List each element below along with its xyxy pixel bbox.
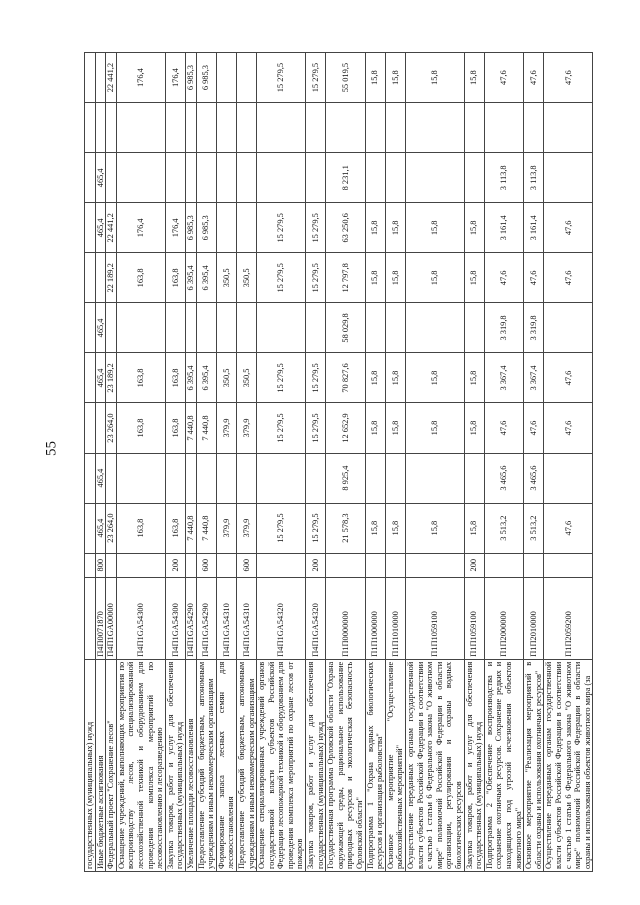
amount-cell	[385, 103, 405, 153]
amount-cell: 6 395,4	[185, 253, 196, 303]
row-expense-type: 800	[95, 553, 106, 577]
amount-cell: 15 279,5	[257, 253, 306, 303]
amount-cell: 8 231,1	[326, 153, 365, 203]
amount-cell: 8 925,4	[326, 453, 365, 503]
rotated-page	[84, 52, 592, 872]
amount-cell	[165, 303, 185, 353]
amount-cell	[165, 153, 185, 203]
table-row	[406, 53, 465, 872]
row-code: П1П2059200	[544, 577, 593, 659]
amount-cell: 465,4	[95, 453, 106, 503]
amount-cell: 15,8	[365, 53, 385, 103]
amount-cell	[85, 403, 96, 453]
amount-cell: 3 513,2	[484, 503, 523, 553]
amount-cell: 15 279,5	[306, 403, 326, 453]
row-code: П1П1059100	[406, 577, 465, 659]
amount-cell: 6 395,4	[196, 353, 216, 403]
row-description: Формирование запаса лесных семян для лесовосстановления	[216, 659, 236, 871]
amount-cell	[326, 103, 365, 153]
amount-cell	[95, 403, 106, 453]
table-row	[544, 53, 593, 872]
row-description: Оснащение специализированных учреждений органов государственной власти субъектов Российской Федерации лесопожарной техникой и оборудованием для проведения комплекса мероприятий по охране лесов от пожаров	[257, 659, 306, 871]
amount-cell: 3 367,4	[484, 353, 523, 403]
amount-cell	[306, 453, 326, 503]
row-code: П1П2010000	[524, 577, 544, 659]
row-description: Осуществление переданных органам государственной власти субъектов Российской Федерации в соответствии с частью 1 статьи 6 Федерального закона "О животном мире" полномочий Российской Федерации в области организации, регулирования и охраны водных биологических ресурсов	[406, 659, 465, 871]
amount-cell: 379,9	[236, 403, 256, 453]
amount-cell	[216, 103, 236, 153]
amount-cell: 22 441,2	[106, 53, 117, 103]
row-description: Основное мероприятие "Осуществление рыбохозяйственных мероприятий"	[385, 659, 405, 871]
amount-cell: 3 161,4	[484, 203, 523, 253]
rotated-table-container	[84, 52, 592, 872]
amount-cell: 163,8	[116, 503, 165, 553]
amount-cell	[406, 453, 465, 503]
amount-cell	[196, 453, 216, 503]
row-expense-type	[385, 553, 405, 577]
table-row	[116, 53, 165, 872]
row-expense-type	[544, 553, 593, 577]
amount-cell: 15,8	[406, 403, 465, 453]
amount-cell: 7 440,8	[196, 403, 216, 453]
row-expense-type	[106, 553, 117, 577]
page-number: 55	[43, 441, 60, 456]
amount-cell: 15,8	[365, 503, 385, 553]
amount-cell	[306, 303, 326, 353]
row-code: П4П1GA54300	[116, 577, 165, 659]
amount-cell: 176,4	[165, 203, 185, 253]
amount-cell: 163,8	[116, 353, 165, 403]
budget-table-body	[85, 53, 593, 872]
amount-cell	[106, 153, 117, 203]
row-description: государственных (муниципальных) нужд	[85, 659, 96, 871]
amount-cell: 350,5	[236, 253, 256, 303]
amount-cell: 15,8	[365, 253, 385, 303]
amount-cell: 6 395,4	[196, 253, 216, 303]
table-row	[165, 53, 185, 872]
amount-cell	[185, 453, 196, 503]
amount-cell: 47,6	[484, 53, 523, 103]
amount-cell	[85, 53, 96, 103]
amount-cell: 47,6	[544, 403, 593, 453]
amount-cell: 47,6	[544, 503, 593, 553]
amount-cell	[85, 153, 96, 203]
row-code: П4П1GA54310	[216, 577, 236, 659]
amount-cell: 15,8	[385, 53, 405, 103]
table-row	[326, 53, 365, 872]
amount-cell: 6 395,4	[185, 353, 196, 403]
amount-cell	[365, 303, 385, 353]
row-description: Государственная программа Орловской области "Охрана окружающей среды, рациональное использование природных ресурсов и экологическая безопасность Орловской области"	[326, 659, 365, 871]
budget-table	[84, 52, 593, 872]
row-expense-type	[365, 553, 385, 577]
row-description: Осуществление переданных органам государственной власти субъектов Российской Федерации в соответствии с частью 1 статьи 6 Федерального закона "О животном мире" полномочий Российской Федерации в области охраны и использования объектов животного мира (за	[544, 659, 593, 871]
amount-cell	[236, 153, 256, 203]
amount-cell: 3 319,8	[484, 303, 523, 353]
amount-cell: 176,4	[165, 53, 185, 103]
amount-cell: 47,6	[544, 353, 593, 403]
amount-cell	[216, 303, 236, 353]
amount-cell: 3 113,8	[524, 153, 544, 203]
amount-cell: 47,6	[544, 253, 593, 303]
row-expense-type	[326, 553, 365, 577]
row-expense-type	[185, 553, 196, 577]
amount-cell: 7 440,8	[185, 403, 196, 453]
amount-cell	[464, 103, 484, 153]
amount-cell	[95, 53, 106, 103]
amount-cell: 15 279,5	[257, 53, 306, 103]
table-row	[306, 53, 326, 872]
amount-cell	[106, 303, 117, 353]
row-expense-type	[85, 553, 96, 577]
amount-cell	[85, 203, 96, 253]
amount-cell	[85, 253, 96, 303]
amount-cell: 163,8	[165, 503, 185, 553]
amount-cell: 163,8	[165, 253, 185, 303]
amount-cell: 163,8	[116, 403, 165, 453]
table-row	[464, 53, 484, 872]
amount-cell: 15,8	[464, 253, 484, 303]
amount-cell	[216, 153, 236, 203]
amount-cell: 465,4	[95, 353, 106, 403]
amount-cell	[106, 453, 117, 503]
amount-cell	[236, 53, 256, 103]
amount-cell: 379,9	[216, 503, 236, 553]
amount-cell: 379,9	[216, 403, 236, 453]
amount-cell: 15 279,5	[257, 353, 306, 403]
amount-cell	[116, 153, 165, 203]
table-row	[257, 53, 306, 872]
amount-cell	[484, 103, 523, 153]
table-row	[85, 53, 96, 872]
amount-cell	[196, 153, 216, 203]
table-row	[196, 53, 216, 872]
amount-cell	[236, 103, 256, 153]
table-row	[106, 53, 117, 872]
amount-cell: 15,8	[464, 403, 484, 453]
row-code: П4П1GA00000	[106, 577, 117, 659]
row-expense-type	[257, 553, 306, 577]
row-code: П4П1GA54310	[236, 577, 256, 659]
amount-cell: 15,8	[406, 253, 465, 303]
amount-cell	[464, 153, 484, 203]
amount-cell: 21 578,3	[326, 503, 365, 553]
amount-cell: 3 513,2	[524, 503, 544, 553]
amount-cell	[236, 303, 256, 353]
amount-cell: 15,8	[406, 203, 465, 253]
row-description: Предоставление субсидий бюджетным, автономным учреждениям и иным некоммерческим организациям	[196, 659, 216, 871]
amount-cell	[95, 253, 106, 303]
row-description: Иные бюджетные ассигнования	[95, 659, 106, 871]
row-description: Оснащение учреждений, выполняющих мероприятия по воспроизводству лесов, специализированной лесохозяйственной техникой и оборудованием для проведения комплекса мероприятий по лесовосстановлению и лесоразведению	[116, 659, 165, 871]
amount-cell	[116, 453, 165, 503]
amount-cell	[464, 303, 484, 353]
amount-cell: 15,8	[385, 403, 405, 453]
amount-cell	[185, 303, 196, 353]
amount-cell: 15 279,5	[306, 353, 326, 403]
amount-cell: 15,8	[365, 353, 385, 403]
amount-cell: 15,8	[365, 203, 385, 253]
amount-cell: 15,8	[365, 403, 385, 453]
amount-cell: 15 279,5	[306, 53, 326, 103]
amount-cell	[165, 103, 185, 153]
row-description: Основное мероприятие "Реализация мероприятий в области охраны и использования охотничьих ресурсов"	[524, 659, 544, 871]
row-description: Подпрограмма 2 "Обеспечение воспроизводства и сохранение охотничьих ресурсов. Сохранение редких и находящихся под угрозой исчезновения объектов животного мира"	[484, 659, 523, 871]
amount-cell: 63 250,6	[326, 203, 365, 253]
row-code: П1П1010000	[385, 577, 405, 659]
amount-cell: 7 440,8	[196, 503, 216, 553]
amount-cell: 379,9	[236, 503, 256, 553]
amount-cell	[236, 453, 256, 503]
amount-cell	[257, 303, 306, 353]
amount-cell: 3 465,6	[524, 453, 544, 503]
amount-cell: 163,8	[165, 353, 185, 403]
amount-cell: 47,6	[484, 403, 523, 453]
amount-cell: 176,4	[116, 203, 165, 253]
table-row	[385, 53, 405, 872]
amount-cell: 3 161,4	[524, 203, 544, 253]
amount-cell: 163,8	[116, 253, 165, 303]
amount-cell: 15,8	[385, 203, 405, 253]
row-expense-type	[406, 553, 465, 577]
amount-cell: 15,8	[464, 503, 484, 553]
amount-cell	[365, 453, 385, 503]
row-code: П4П1GA54290	[185, 577, 196, 659]
row-description: Закупка товаров, работ и услуг для обеспечения государственных (муниципальных) нужд	[306, 659, 326, 871]
row-expense-type: 200	[165, 553, 185, 577]
amount-cell: 350,5	[216, 353, 236, 403]
amount-cell: 7 440,8	[185, 503, 196, 553]
amount-cell: 3 319,8	[524, 303, 544, 353]
amount-cell	[116, 303, 165, 353]
amount-cell: 47,6	[524, 253, 544, 303]
amount-cell: 47,6	[484, 253, 523, 303]
amount-cell: 465,4	[95, 503, 106, 553]
table-row	[95, 53, 106, 872]
row-expense-type	[116, 553, 165, 577]
amount-cell: 15,8	[464, 353, 484, 403]
table-row	[216, 53, 236, 872]
row-description: Федеральный проект "Сохранение лесов"	[106, 659, 117, 871]
amount-cell: 350,5	[236, 353, 256, 403]
amount-cell: 15,8	[385, 353, 405, 403]
amount-cell: 15 279,5	[257, 403, 306, 453]
amount-cell: 15 279,5	[257, 203, 306, 253]
amount-cell	[544, 303, 593, 353]
amount-cell	[257, 153, 306, 203]
row-expense-type: 200	[464, 553, 484, 577]
amount-cell	[406, 303, 465, 353]
row-description: Увеличение площади лесовосстановления	[185, 659, 196, 871]
amount-cell: 47,6	[544, 53, 593, 103]
amount-cell: 15,8	[406, 53, 465, 103]
amount-cell: 3 113,8	[484, 153, 523, 203]
amount-cell: 15 279,5	[257, 503, 306, 553]
amount-cell	[544, 453, 593, 503]
row-code: П4П1GA54290	[196, 577, 216, 659]
amount-cell	[406, 103, 465, 153]
row-code: П4П1GA54320	[257, 577, 306, 659]
amount-cell	[385, 303, 405, 353]
amount-cell	[236, 203, 256, 253]
amount-cell: 15,8	[406, 353, 465, 403]
amount-cell	[165, 453, 185, 503]
amount-cell: 6 985,3	[185, 203, 196, 253]
amount-cell: 47,6	[524, 53, 544, 103]
amount-cell	[106, 103, 117, 153]
amount-cell	[216, 53, 236, 103]
amount-cell: 15,8	[385, 503, 405, 553]
amount-cell	[306, 103, 326, 153]
amount-cell: 6 985,3	[185, 53, 196, 103]
row-description: Закупка товаров, работ и услуг для обеспечения государственных (муниципальных) нужд	[165, 659, 185, 871]
amount-cell: 23 189,2	[106, 353, 117, 403]
amount-cell: 15,8	[464, 53, 484, 103]
row-expense-type	[216, 553, 236, 577]
row-expense-type: 600	[236, 553, 256, 577]
amount-cell	[524, 103, 544, 153]
amount-cell	[365, 103, 385, 153]
row-code: П4П1GA54300	[165, 577, 185, 659]
amount-cell: 58 029,8	[326, 303, 365, 353]
row-expense-type	[484, 553, 523, 577]
row-code: П1П0000000	[326, 577, 365, 659]
table-row	[365, 53, 385, 872]
amount-cell	[85, 503, 96, 553]
amount-cell	[216, 203, 236, 253]
row-code: П4П1GA54320	[306, 577, 326, 659]
amount-cell	[196, 103, 216, 153]
amount-cell: 15,8	[464, 203, 484, 253]
amount-cell: 12 797,8	[326, 253, 365, 303]
amount-cell: 22 189,2	[106, 253, 117, 303]
amount-cell	[116, 103, 165, 153]
row-expense-type: 200	[306, 553, 326, 577]
amount-cell: 465,4	[95, 303, 106, 353]
amount-cell: 15 279,5	[306, 203, 326, 253]
amount-cell: 23 264,0	[106, 403, 117, 453]
amount-cell	[365, 153, 385, 203]
amount-cell: 22 441,2	[106, 203, 117, 253]
amount-cell: 465,4	[95, 203, 106, 253]
row-expense-type: 600	[196, 553, 216, 577]
amount-cell: 15,8	[406, 503, 465, 553]
row-description: Предоставление субсидий бюджетным, автономным учреждениям и иным некоммерческим организациям	[236, 659, 256, 871]
amount-cell	[257, 103, 306, 153]
amount-cell: 15 279,5	[306, 503, 326, 553]
amount-cell: 350,5	[216, 253, 236, 303]
amount-cell	[257, 453, 306, 503]
amount-cell: 163,8	[165, 403, 185, 453]
table-row	[236, 53, 256, 872]
amount-cell: 465,4	[95, 153, 106, 203]
table-row	[484, 53, 523, 872]
row-code: П1П1059100	[464, 577, 484, 659]
amount-cell	[185, 153, 196, 203]
amount-cell: 3 367,4	[524, 353, 544, 403]
amount-cell: 12 652,9	[326, 403, 365, 453]
amount-cell	[185, 103, 196, 153]
amount-cell: 47,6	[544, 203, 593, 253]
table-row	[185, 53, 196, 872]
amount-cell: 6 985,3	[196, 53, 216, 103]
amount-cell	[95, 103, 106, 153]
row-code	[85, 577, 96, 659]
amount-cell: 47,6	[524, 403, 544, 453]
amount-cell: 6 985,3	[196, 203, 216, 253]
amount-cell: 70 827,6	[326, 353, 365, 403]
row-code: П1П2000000	[484, 577, 523, 659]
amount-cell	[385, 153, 405, 203]
row-expense-type	[524, 553, 544, 577]
amount-cell	[85, 353, 96, 403]
row-code: П1П1000000	[365, 577, 385, 659]
amount-cell	[464, 453, 484, 503]
amount-cell	[406, 153, 465, 203]
amount-cell	[544, 153, 593, 203]
amount-cell: 55 019,5	[326, 53, 365, 103]
amount-cell	[196, 303, 216, 353]
row-description: Закупка товаров, работ и услуг для обеспечения государственных (муниципальных) нужд	[464, 659, 484, 871]
amount-cell: 23 264,0	[106, 503, 117, 553]
row-description: Подпрограмма 1 "Охрана водных биологических ресурсов и организация рыболовства"	[365, 659, 385, 871]
amount-cell	[306, 153, 326, 203]
amount-cell	[216, 453, 236, 503]
amount-cell	[85, 453, 96, 503]
amount-cell	[544, 103, 593, 153]
row-code: П4П0071870	[95, 577, 106, 659]
amount-cell: 176,4	[116, 53, 165, 103]
amount-cell	[385, 453, 405, 503]
amount-cell: 3 465,6	[484, 453, 523, 503]
table-row	[524, 53, 544, 872]
amount-cell: 15 279,5	[306, 253, 326, 303]
amount-cell: 15,8	[385, 253, 405, 303]
amount-cell	[85, 103, 96, 153]
amount-cell	[85, 303, 96, 353]
